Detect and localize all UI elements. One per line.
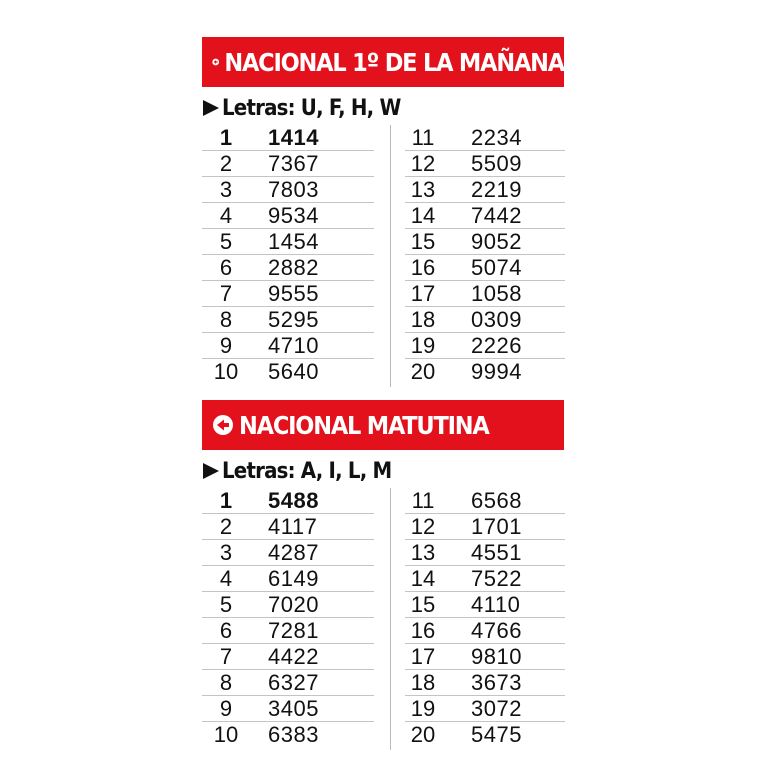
table-row (405, 592, 565, 618)
section-banner (202, 37, 564, 87)
position-number: 14 (410, 566, 436, 591)
table-row (405, 722, 565, 748)
position-number: 10 (213, 722, 239, 747)
table-row (202, 696, 374, 722)
table-row (202, 125, 374, 151)
table-row (405, 333, 565, 359)
table-row (202, 618, 374, 644)
drawn-number: 5475 (471, 722, 522, 747)
table-row (405, 514, 565, 540)
position-number: 17 (410, 644, 436, 669)
position-number: 7 (219, 281, 233, 306)
drawn-number: 9994 (471, 359, 522, 384)
position-number: 11 (411, 125, 435, 150)
drawn-number: 4551 (471, 540, 522, 565)
column-divider (390, 125, 391, 387)
drawn-number: 7803 (268, 177, 319, 202)
position-number: 20 (410, 359, 436, 384)
position-number: 19 (410, 696, 436, 721)
table-row (405, 151, 565, 177)
table-row (405, 644, 565, 670)
drawn-number: 5488 (268, 488, 319, 513)
position-number: 15 (410, 229, 436, 254)
drawn-number: 4110 (471, 592, 521, 617)
section-nacional-primera (202, 37, 564, 387)
table-row (202, 540, 374, 566)
drawn-number: 7367 (268, 151, 319, 176)
position-number: 6 (219, 618, 233, 643)
table-row (202, 359, 374, 385)
drawn-number: 2219 (471, 177, 522, 202)
drawn-number: 7281 (268, 618, 319, 643)
drawn-number: 9555 (268, 281, 319, 306)
table-row (405, 566, 565, 592)
letras-text: Letras: U, F, H, W (222, 95, 401, 121)
table-row (202, 488, 374, 514)
table-row (405, 203, 565, 229)
table-row (405, 540, 565, 566)
section-nacional-matutina (202, 400, 564, 750)
drawn-number: 0309 (471, 307, 522, 332)
drawn-number: 4710 (268, 333, 319, 358)
position-number: 1 (219, 488, 233, 513)
drawn-number: 2234 (471, 125, 522, 150)
table-row (202, 151, 374, 177)
drawn-number: 4287 (268, 540, 319, 565)
drawn-number: 5640 (268, 359, 319, 384)
section-title: NACIONAL 1º DE LA MAÑANA (224, 47, 564, 77)
drawn-number: 4117 (268, 514, 318, 539)
drawn-number: 7522 (471, 566, 522, 591)
table-row (405, 670, 565, 696)
drawn-number: 1454 (268, 229, 319, 254)
table-row (405, 359, 565, 385)
table-row (405, 696, 565, 722)
position-number: 3 (219, 177, 233, 202)
drawn-number: 9052 (471, 229, 522, 254)
table-row (202, 333, 374, 359)
results-column-left (202, 488, 374, 748)
position-number: 5 (219, 229, 233, 254)
results-table (202, 125, 564, 387)
letras-line (202, 91, 564, 125)
left-arrow-circle-icon (212, 414, 234, 436)
right-triangle-icon (202, 99, 220, 117)
table-row (202, 203, 374, 229)
position-number: 9 (219, 333, 233, 358)
results-table (202, 488, 564, 750)
table-row (202, 670, 374, 696)
table-row (405, 488, 565, 514)
left-arrow-circle-icon (212, 51, 219, 73)
position-number: 20 (410, 722, 436, 747)
position-number: 2 (219, 151, 233, 176)
position-number: 10 (213, 359, 239, 384)
drawn-number: 6568 (471, 488, 522, 513)
table-row (202, 514, 374, 540)
drawn-number: 6383 (268, 722, 319, 747)
position-number: 18 (410, 670, 436, 695)
table-row (405, 307, 565, 333)
position-number: 3 (219, 540, 233, 565)
position-number: 13 (410, 540, 436, 565)
drawn-number: 1414 (268, 125, 319, 150)
table-row (202, 255, 374, 281)
table-row (202, 281, 374, 307)
drawn-number: 4766 (471, 618, 522, 643)
table-row (202, 307, 374, 333)
letras-text: Letras: A, I, L, M (222, 458, 392, 484)
position-number: 1 (219, 125, 233, 150)
drawn-number: 1701 (471, 514, 522, 539)
position-number: 2 (219, 514, 233, 539)
drawn-number: 2226 (471, 333, 522, 358)
position-number: 16 (410, 618, 436, 643)
position-number: 18 (410, 307, 436, 332)
drawn-number: 6149 (268, 566, 319, 591)
position-number: 4 (219, 566, 233, 591)
drawn-number: 5295 (268, 307, 319, 332)
section-title: NACIONAL MATUTINA (239, 410, 489, 440)
drawn-number: 7020 (268, 592, 319, 617)
position-number: 17 (410, 281, 436, 306)
drawn-number: 7442 (471, 203, 522, 228)
drawn-number: 9810 (471, 644, 522, 669)
section-banner (202, 400, 564, 450)
drawn-number: 3405 (268, 696, 319, 721)
position-number: 15 (410, 592, 436, 617)
drawn-number: 3072 (471, 696, 522, 721)
position-number: 12 (410, 151, 436, 176)
table-row (202, 177, 374, 203)
position-number: 9 (219, 696, 233, 721)
results-column-right (405, 488, 565, 748)
position-number: 7 (219, 644, 233, 669)
table-row (405, 229, 565, 255)
results-column-left (202, 125, 374, 385)
position-number: 13 (410, 177, 436, 202)
table-row (202, 722, 374, 748)
position-number: 12 (410, 514, 436, 539)
table-row (202, 644, 374, 670)
position-number: 8 (219, 307, 233, 332)
drawn-number: 6327 (268, 670, 319, 695)
table-row (202, 566, 374, 592)
letras-line (202, 454, 564, 488)
drawn-number: 4422 (268, 644, 319, 669)
drawn-number: 3673 (471, 670, 522, 695)
table-row (202, 592, 374, 618)
position-number: 6 (219, 255, 233, 280)
position-number: 5 (219, 592, 233, 617)
table-row (405, 255, 565, 281)
table-row (405, 125, 565, 151)
right-triangle-icon (202, 462, 220, 480)
drawn-number: 9534 (268, 203, 319, 228)
drawn-number: 5074 (471, 255, 522, 280)
table-row (202, 229, 374, 255)
table-row (405, 281, 565, 307)
results-column-right (405, 125, 565, 385)
drawn-number: 5509 (471, 151, 522, 176)
position-number: 4 (219, 203, 233, 228)
position-number: 14 (410, 203, 436, 228)
table-row (405, 618, 565, 644)
position-number: 19 (410, 333, 436, 358)
position-number: 11 (411, 488, 435, 513)
position-number: 16 (410, 255, 436, 280)
position-number: 8 (219, 670, 233, 695)
drawn-number: 2882 (268, 255, 319, 280)
column-divider (390, 488, 391, 750)
table-row (405, 177, 565, 203)
drawn-number: 1058 (471, 281, 522, 306)
